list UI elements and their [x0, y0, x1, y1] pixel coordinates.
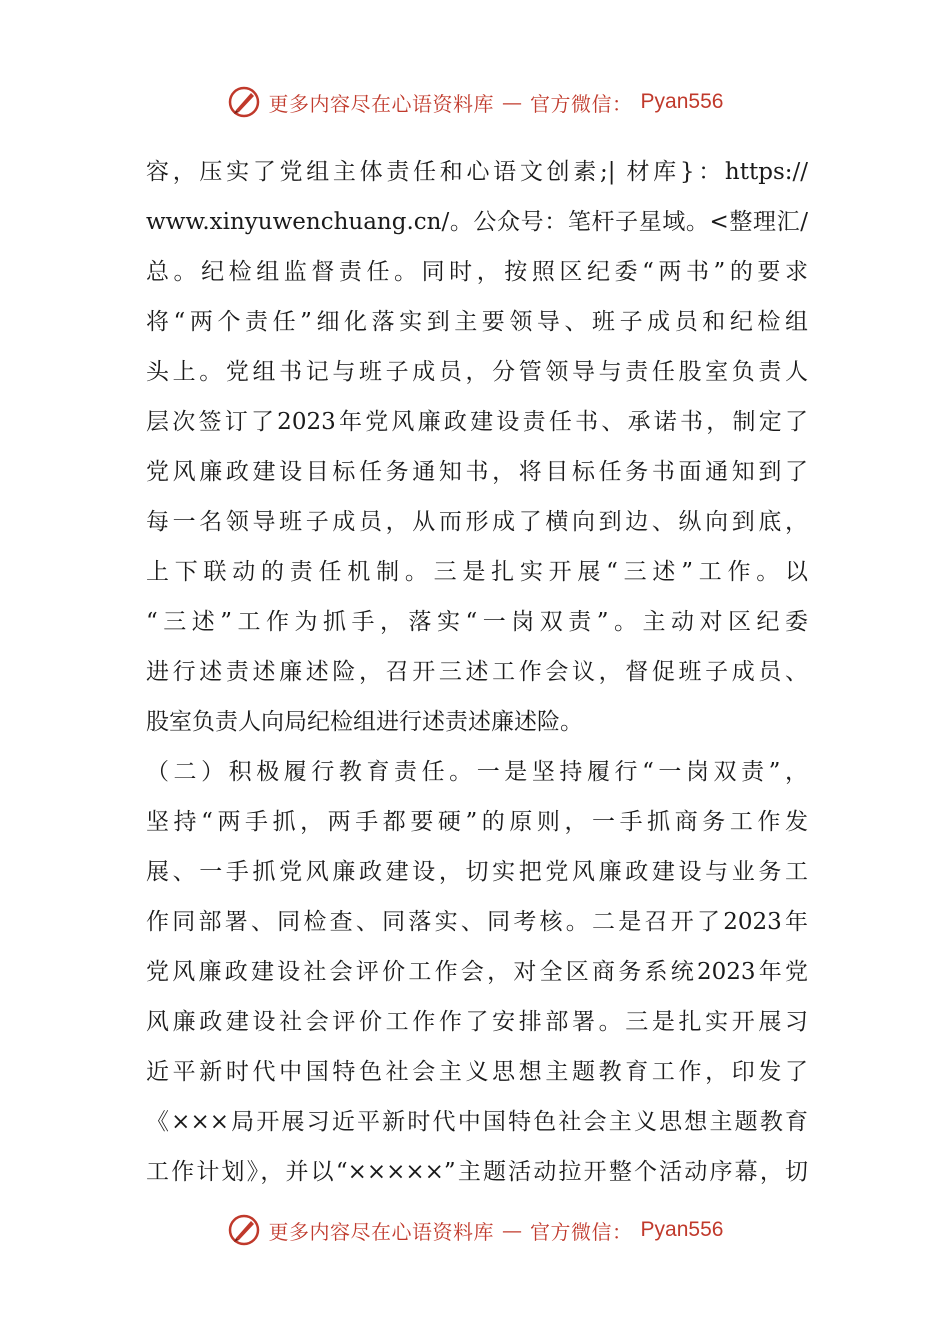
text-line: “三述”工作为抓手，落实“一岗双责”。主动对区纪委	[146, 609, 808, 635]
text-line: 风廉政建设社会评价工作作了安排部署。三是扎实开展习	[146, 1009, 808, 1035]
text-line: 近平新时代中国特色社会主义思想主题教育工作，印发了	[146, 1059, 808, 1085]
text-line: 工作计划》，并以“×××××”主题活动拉开整个活动序幕，切	[146, 1159, 808, 1185]
watermark-separator: —	[502, 90, 523, 114]
watermark-code: Pyan556	[640, 1218, 724, 1241]
text-line: 容，压实了党组主体责任和心语文创素;| 材库}：https://	[146, 159, 808, 185]
document-body	[146, 147, 808, 1197]
text-line: 作同部署、同检查、同落实、同考核。二是召开了2023年	[146, 909, 808, 935]
text-line: 层次签订了2023年党风廉政建设责任书、承诺书，制定了	[146, 409, 808, 435]
pen-logo-icon	[227, 1213, 261, 1247]
watermark-text: 更多内容尽在心语资料库	[268, 91, 495, 116]
watermark-official: 官方微信：	[530, 1219, 633, 1244]
watermark-separator: —	[502, 1218, 523, 1242]
text-line: 总。纪检组监督责任。同时，按照区纪委“两书”的要求	[146, 259, 808, 285]
text-line: 股室负责人向局纪检组进行述责述廉述险。	[146, 709, 583, 735]
text-line: 党风廉政建设目标任务通知书，将目标任务书面通知到了	[146, 459, 808, 485]
text-line: 上下联动的责任机制。三是扎实开展“三述”工作。以	[146, 559, 808, 585]
text-line: 《×××局开展习近平新时代中国特色社会主义思想主题教育	[146, 1109, 808, 1135]
watermark-official: 官方微信：	[530, 91, 633, 116]
text-line: www.xinyuwenchuang.cn/。公众号：笔杆子星域。<整理汇/	[146, 209, 808, 235]
watermark-text: 更多内容尽在心语资料库	[268, 1219, 495, 1244]
text-line: 党风廉政建设社会评价工作会，对全区商务系统2023年党	[146, 959, 808, 985]
text-line: （二）积极履行教育责任。一是坚持履行“一岗双责”，	[146, 759, 808, 785]
text-line: 将“两个责任”细化落实到主要领导、班子成员和纪检组	[146, 309, 808, 335]
text-line: 每一名领导班子成员，从而形成了横向到边、纵向到底，	[146, 509, 808, 535]
text-line: 进行述责述廉述险，召开三述工作会议，督促班子成员、	[146, 659, 808, 685]
text-line: 展、一手抓党风廉政建设，切实把党风廉政建设与业务工	[146, 859, 808, 885]
text-line: 头上。党组书记与班子成员，分管领导与责任股室负责人	[146, 359, 808, 385]
watermark-header	[0, 82, 950, 122]
watermark-code: Pyan556	[640, 90, 724, 113]
pen-logo-icon	[227, 85, 261, 119]
watermark-footer	[0, 1210, 950, 1250]
text-line: 坚持“两手抓，两手都要硬”的原则，一手抓商务工作发	[146, 809, 808, 835]
